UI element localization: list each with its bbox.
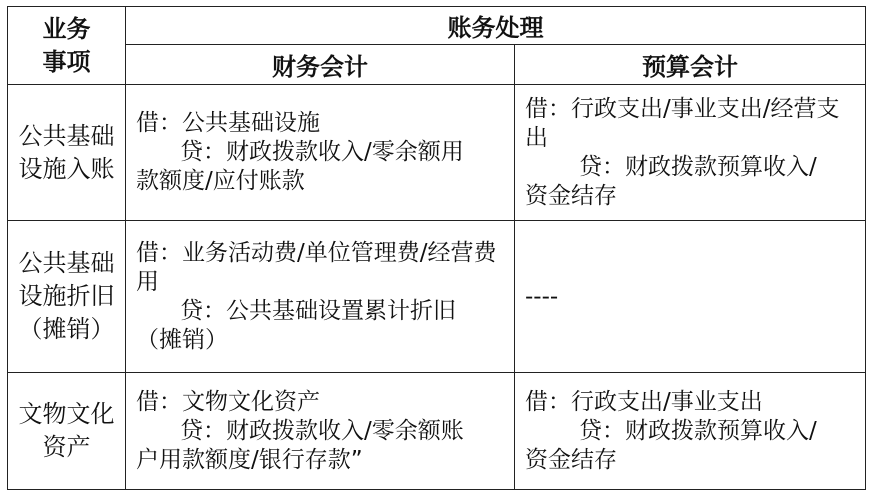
- debit-entry: 借：行政支出/事业支出/经营支出: [525, 95, 840, 151]
- debit-entry: 借：业务活动费/单位管理费/经营费用: [136, 239, 497, 295]
- credit-entry: 贷：财政拨款收入/零余额账: [180, 417, 464, 444]
- business-item-cell: [8, 373, 126, 490]
- item-line: 公共基础: [18, 249, 115, 277]
- item-line: 文物文化: [18, 400, 115, 428]
- credit-entry: 贷：财政拨款预算收入/: [579, 417, 817, 444]
- header-financial-accounting: 财务会计: [126, 45, 515, 85]
- accounting-table: [7, 6, 866, 490]
- item-line: 设施折旧: [18, 282, 115, 310]
- business-item-cell: [8, 221, 126, 373]
- item-line: 公共基础: [18, 121, 115, 150]
- credit-entry: 贷：财政拨款收入/零余额用: [180, 139, 464, 165]
- debit-entry: 借：公共基础设施: [136, 110, 320, 136]
- table-row: [8, 373, 866, 490]
- credit-entry-continued: （摊销）: [136, 326, 228, 353]
- table-row: [8, 85, 866, 221]
- header-item-line2: 事项: [42, 47, 91, 76]
- credit-entry: 贷：财政拨款预算收入/: [579, 153, 817, 180]
- empty-entry-dashes: ----: [525, 283, 559, 310]
- debit-entry: 借：文物文化资产: [136, 388, 320, 415]
- item-line: （摊销）: [18, 315, 115, 343]
- budget-entry-cell: [515, 373, 866, 490]
- financial-entry-cell: [126, 221, 515, 373]
- header-item-line1: 业务: [42, 14, 91, 43]
- financial-entry-cell: [126, 373, 515, 490]
- header-row-2: [8, 45, 866, 85]
- header-business-item: [8, 7, 126, 85]
- header-accounting-treatment: 账务处理: [126, 7, 866, 45]
- credit-entry-continued: 户用款额度/银行存款”: [136, 446, 363, 473]
- budget-entry-cell: [515, 85, 866, 221]
- accounting-table-wrapper: [7, 6, 866, 490]
- financial-entry-cell: [126, 85, 515, 221]
- business-item-cell: [8, 85, 126, 221]
- header-budget-accounting: 预算会计: [515, 45, 866, 85]
- item-line: 设施入账: [18, 154, 115, 183]
- credit-entry-continued: 资金结存: [525, 182, 617, 209]
- header-row-1: [8, 7, 866, 45]
- budget-entry-cell: [515, 221, 866, 373]
- debit-entry: 借：行政支出/事业支出: [525, 388, 763, 415]
- credit-entry-continued: 款额度/应付账款: [136, 168, 305, 194]
- credit-entry: 贷：公共基础设置累计折旧: [180, 297, 456, 324]
- table-row: [8, 221, 866, 373]
- credit-entry-continued: 资金结存: [525, 446, 617, 473]
- item-line: 资产: [42, 433, 91, 461]
